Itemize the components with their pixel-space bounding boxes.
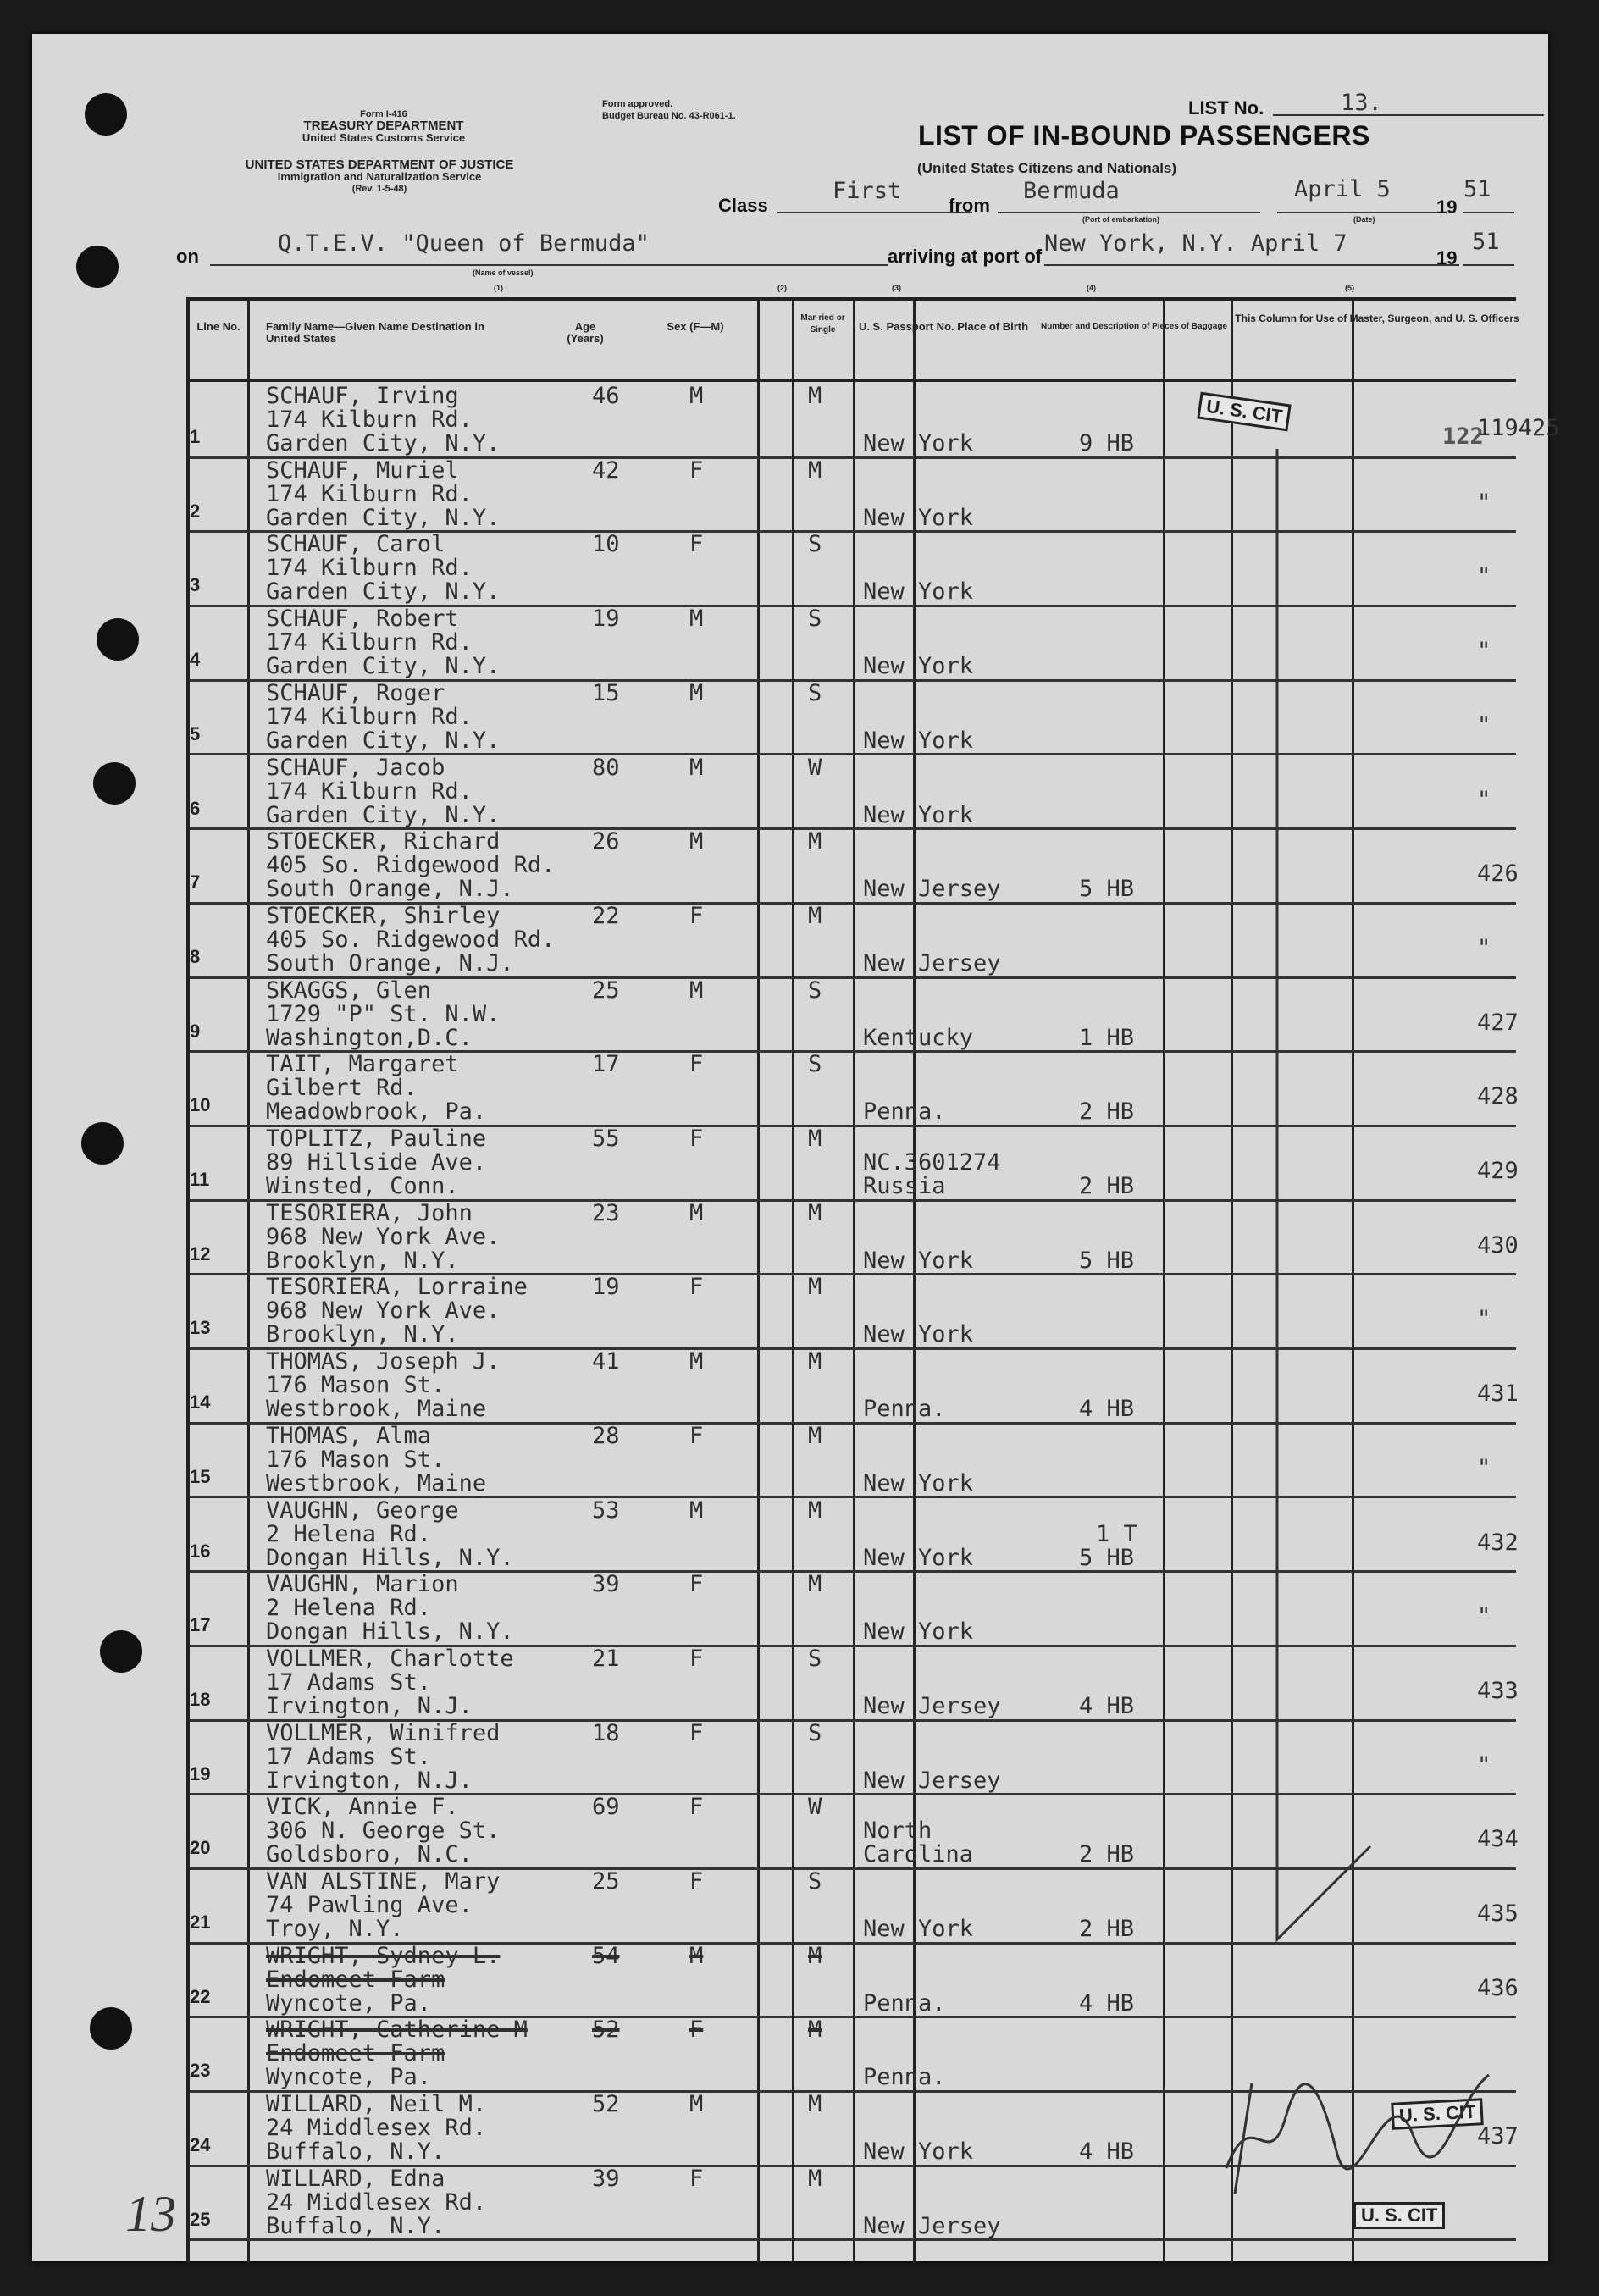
passenger-name: SCHAUF, Carol [266,531,445,558]
sex: M [689,606,704,633]
address-line-2: Washington,D.C. [266,1024,473,1051]
marital-status: M [808,2165,822,2192]
age: 42 [592,456,620,484]
col-line-header: Line No. [196,320,241,333]
date-value: April 5 [1294,176,1391,202]
punch-hole [100,1630,142,1673]
passenger-name: TESORIERA, Lorraine [266,1274,528,1301]
passenger-name: TOPLITZ, Pauline [266,1126,487,1152]
baggage: 4 HB [1079,2138,1135,2166]
officer-number: 431 [1477,1380,1519,1408]
ditto-bracket-line [1260,449,1387,1973]
line-number: 23 [190,2060,211,2082]
line-number: 18 [190,1688,211,1710]
baggage: 2 HB [1079,1173,1135,1199]
justice-block [185,159,574,195]
address-line-2: Garden City, N.Y. [266,653,501,680]
officer-number: 427 [1477,1009,1519,1036]
passenger-name: TAIT, Margaret [266,1051,459,1078]
age: 41 [592,1348,620,1375]
age: 17 [592,1051,620,1078]
address-line-1: 306 N. George St. [266,1817,501,1845]
form-approved: Form approved. [602,99,673,109]
line-number: 9 [190,1020,201,1042]
birth-place: New York [863,1618,974,1646]
address-line-2: Garden City, N.Y. [266,430,501,456]
budget-bureau: Budget Bureau No. 43-R061-1. [602,111,736,121]
class-value: First [833,178,902,204]
marital-status: M [808,1199,822,1226]
passenger-name: VAN ALSTINE, Mary [266,1868,501,1895]
arriving-label: arriving at port of [888,246,1043,267]
birth-place: New York [863,1916,974,1942]
sex: F [689,1126,704,1152]
age: 10 [592,531,620,558]
birth-place: New York [863,2138,974,2166]
line-number: 15 [190,1465,211,1487]
col-num-3: (3) [892,284,901,292]
address-line-2: Troy, N.Y. [266,1916,404,1942]
passenger-name: WILLARD, Neil M. [266,2091,487,2118]
birth-place: New York [863,1544,974,1571]
age: 55 [592,1126,620,1152]
sex: F [689,1868,704,1895]
line-number: 16 [190,1540,211,1562]
marital-status: M [808,1126,822,1152]
address-line-1: 24 Middlesex Rd. [266,2188,487,2216]
justice-dept: UNITED STATES DEPARTMENT OF JUSTICE [245,158,514,172]
address-line-1: 174 Kilburn Rd. [266,555,473,582]
passenger-name: TESORIERA, John [266,1199,473,1226]
marital-status: M [808,383,822,409]
address-line-1: 405 So. Ridgewood Rd. [266,852,556,879]
line-number: 1 [190,426,201,447]
address-line-2: Winsted, Conn. [266,1173,459,1199]
year-value: 51 [1463,176,1491,202]
officer-number: 433 [1477,1677,1519,1704]
officer-number: 429 [1477,1158,1519,1184]
age: 52 [592,2017,620,2044]
baggage: 2 HB [1079,1098,1135,1126]
from-value: Bermuda [1023,178,1120,204]
sex: M [689,1199,704,1226]
line-number: 5 [190,722,201,744]
officer-number: 119425 [1477,415,1560,441]
line-number: 12 [190,1242,211,1264]
baggage: 4 HB [1079,1989,1135,2017]
address-line-1: 176 Mason St. [266,1446,445,1473]
address-line-1: 968 New York Ave. [266,1223,501,1250]
birth-place: New Jersey [863,2212,1001,2239]
birth-place: Carolina [863,1841,974,1868]
line-number: 10 [190,1094,211,1116]
age: 19 [592,1274,620,1301]
sex: F [689,1571,704,1598]
address-line-1: 174 Kilburn Rd. [266,480,473,507]
age: 18 [592,1719,620,1746]
marital-status: S [808,1868,822,1895]
age: 15 [592,679,620,706]
address-line-1: 2 Helena Rd. [266,1595,432,1622]
officer-number: 426 [1477,860,1519,888]
address-line-2: Buffalo, N.Y. [266,2138,445,2166]
address-line-2: Garden City, N.Y. [266,801,501,828]
address-line-2: Westbrook, Maine [266,1396,487,1423]
agency-block [231,108,536,144]
baggage: 4 HB [1079,1692,1135,1719]
punch-hole [93,762,136,805]
marital-status: W [808,1794,822,1821]
passenger-name: THOMAS, Alma [266,1422,432,1449]
birth-place: New Jersey [863,876,1001,903]
list-no-label: LIST No. [1188,97,1264,119]
col-num-5: (5) [1345,284,1354,292]
officer-number: " [1477,1751,1491,1779]
address-line-2: Irvington, N.J. [266,1692,473,1719]
sex: F [689,1422,704,1449]
address-line-2: Dongan Hills, N.Y. [266,1544,514,1571]
officer-number: 432 [1477,1529,1519,1556]
col-name-header: Family Name—Given Name Destination in United States [266,320,484,345]
passenger-name: STOECKER, Richard [266,828,501,855]
baggage: 2 HB [1079,1841,1135,1868]
passenger-name: VICK, Annie F. [266,1794,459,1821]
officer-number: " [1477,1306,1491,1333]
age: 23 [592,1199,620,1226]
us-cit-stamp: U. S. CIT [1197,392,1292,432]
marital-status: M [808,1942,822,1969]
age: 25 [592,976,620,1004]
officer-number: " [1477,489,1491,516]
age: 28 [592,1422,620,1449]
line-number: 19 [190,1762,211,1784]
sex: M [689,1348,704,1375]
col-officers-header: This Column for Use of Master, Surgeon, and U. S. Officers [1235,313,1519,324]
marital-status: M [808,1497,822,1524]
marital-status: S [808,606,822,633]
sex: F [689,531,704,558]
embark-note: (Port of embarkation) [1082,215,1160,224]
marital-status: S [808,976,822,1004]
birth-place: New Jersey [863,949,1001,976]
birth-place: Penna. [863,1396,946,1423]
address-line-2: Garden City, N.Y. [266,727,501,754]
sex: M [689,383,704,409]
baggage: 9 HB [1079,430,1135,456]
port-value: New York, N.Y. April 7 [1044,230,1347,257]
col-num-4: (4) [1087,284,1096,292]
address-line-1: Endomeet Farm [266,2040,445,2067]
age: 69 [592,1794,620,1821]
line-number: 2 [190,500,201,522]
marital-status: M [808,456,822,484]
officer-number: " [1477,1603,1491,1630]
address-line-2: Irvington, N.J. [266,1767,473,1794]
col-sex-header: Sex (F—M) [667,320,724,333]
birth-place: Penna. [863,2064,946,2091]
address-line-1: 2 Helena Rd. [266,1520,432,1547]
us-cit-stamp-2: U. S. CIT [1391,2098,1484,2130]
passenger-name: WRIGHT, Catherine M [266,2017,528,2044]
revision: (Rev. 1-5-48) [351,184,407,194]
birth-place: Penna. [863,1098,946,1126]
ins-service: Immigration and Naturalization Service [277,170,482,183]
baggage: 5 HB [1079,876,1135,903]
passenger-name: VOLLMER, Winifred [266,1719,501,1746]
marital-status: M [808,1348,822,1375]
sex: M [689,1497,704,1524]
officer-number: 434 [1477,1826,1519,1853]
officer-number: 428 [1477,1083,1519,1110]
address-line-1: 968 New York Ave. [266,1297,501,1325]
passenger-name: SCHAUF, Roger [266,679,445,706]
baggage: 5 HB [1079,1247,1135,1274]
age: 46 [592,383,620,409]
sex: F [689,456,704,484]
marital-status: S [808,679,822,706]
officer-number: 437 [1477,2123,1519,2150]
address-line-2: Goldsboro, N.C. [266,1841,473,1868]
from-label: from [949,195,990,216]
address-line-2: South Orange, N.J. [266,876,514,903]
passenger-name: WRIGHT, Sydney L. [266,1942,501,1969]
address-line-1: 74 Pawling Ave. [266,1892,473,1918]
marital-status: M [808,1571,822,1598]
address-line-2: Meadowbrook, Pa. [266,1098,487,1126]
line-number: 13 [190,1317,211,1339]
birth-place: New York [863,430,974,456]
birth-place: New Jersey [863,1767,1001,1794]
age: 54 [592,1942,620,1969]
year-prefix: 19 [1436,196,1458,218]
punch-hole [81,1122,124,1165]
sex: F [689,1719,704,1746]
address-line-2: South Orange, N.J. [266,949,514,976]
passenger-name: THOMAS, Joseph J. [266,1348,501,1375]
form-number: Form I-416 [360,109,407,119]
line-number: 22 [190,1985,211,2007]
col-num-2: (2) [777,284,787,292]
birth-place: New York [863,801,974,828]
vessel-note: (Name of vessel) [473,268,534,277]
sex: M [689,754,704,781]
passenger-name: VAUGHN, Marion [266,1571,459,1598]
birth-place: New York [863,504,974,531]
marital-status: M [808,902,822,929]
age: 80 [592,754,620,781]
address-line-1: 174 Kilburn Rd. [266,777,473,805]
passenger-name: SCHAUF, Jacob [266,754,445,781]
line-number: 8 [190,945,201,967]
punch-hole [90,2007,132,2050]
age: 53 [592,1497,620,1524]
age: 26 [592,828,620,855]
birth-place: New Jersey [863,1692,1001,1719]
address-line-1: 17 Adams St. [266,1668,432,1696]
us-cit-stamp-3: U. S. CIT [1353,2202,1445,2229]
address-line-2: Garden City, N.Y. [266,504,501,531]
on-label: on [176,246,199,267]
sex: M [689,2091,704,2118]
passenger-name: SCHAUF, Muriel [266,456,459,484]
birth-place: Kentucky [863,1024,974,1051]
passenger-name: SCHAUF, Robert [266,606,459,633]
sex: F [689,1051,704,1078]
sex: M [689,828,704,855]
address-line-1: 174 Kilburn Rd. [266,407,473,433]
passenger-name: STOECKER, Shirley [266,902,501,929]
baggage: 5 HB [1079,1544,1135,1571]
sex: F [689,1274,704,1301]
address-line-1: 1729 "P" St. N.W. [266,1000,501,1027]
address-line-1: 176 Mason St. [266,1372,445,1399]
marital-status: M [808,828,822,855]
margin-number: 122 [1442,423,1484,450]
line-number: 21 [190,1911,211,1933]
marital-status: M [808,2017,822,2044]
line-number: 7 [190,871,201,894]
col-num-1: (1) [494,284,503,292]
page-subtitle: (United States Citizens and Nationals) [917,160,1177,176]
page-title: LIST OF IN-BOUND PASSENGERS [918,120,1370,151]
birth-line-1: North [863,1817,932,1845]
address-line-1: Endomeet Farm [266,1966,445,1993]
marital-status: W [808,754,822,781]
baggage-line-1: 1 T [1096,1520,1137,1547]
officer-number: " [1477,563,1491,590]
baggage: 1 HB [1079,1024,1135,1051]
manifest-page [32,34,1560,2261]
vessel-value: Q.T.E.V. "Queen of Bermuda" [278,230,650,257]
col-passport-header: U. S. Passport No. Place of Birth [858,320,1029,333]
col-married-header: Mar-ried or Single [800,313,845,335]
passenger-name: VAUGHN, George [266,1497,459,1524]
birth-place: New York [863,1321,974,1348]
officer-number: " [1477,1454,1491,1481]
officer-number: 430 [1477,1231,1519,1259]
birth-place: New York [863,653,974,680]
approval-block [602,98,736,122]
address-line-1: 405 So. Ridgewood Rd. [266,926,556,953]
officer-number: " [1477,638,1491,665]
address-line-1: 24 Middlesex Rd. [266,2115,487,2142]
table-row [190,382,1560,459]
address-line-1: 174 Kilburn Rd. [266,629,473,656]
line-number: 17 [190,1614,211,1636]
age: 39 [592,1571,620,1598]
sex: F [689,1794,704,1821]
officer-number: " [1477,786,1491,813]
address-line-2: Brooklyn, N.Y. [266,1247,459,1274]
margin-handwritten-13: 13 [125,2186,176,2242]
marital-status: S [808,1051,822,1078]
birth-place: New York [863,727,974,754]
birth-place: New York [863,578,974,606]
sex: M [689,1942,704,1969]
age: 25 [592,1868,620,1895]
address-line-2: Dongan Hills, N.Y. [266,1618,514,1646]
address-line-1: 17 Adams St. [266,1743,432,1770]
punch-hole [97,618,139,661]
punch-hole [76,246,119,288]
line-number: 4 [190,649,201,671]
port-year-prefix: 19 [1436,247,1458,268]
col-baggage-header: Number and Description of Pieces of Baggage [1040,322,1228,331]
line-number: 20 [190,1837,211,1859]
port-year-value: 51 [1472,229,1500,255]
officer-number: 435 [1477,1900,1519,1927]
baggage: 2 HB [1079,1916,1135,1942]
sex: F [689,902,704,929]
age: 39 [592,2165,620,2192]
customs-service: United States Customs Service [302,131,466,144]
address-line-1: Gilbert Rd. [266,1075,418,1102]
birth-place: New York [863,1469,974,1497]
passenger-name: SCHAUF, Irving [266,383,459,409]
address-line-1: 89 Hillside Ave. [266,1149,487,1176]
officer-number: 436 [1477,1974,1519,2001]
officer-number: " [1477,934,1491,961]
marital-status: S [808,531,822,558]
address-line-2: Brooklyn, N.Y. [266,1321,459,1348]
age: 21 [592,1645,620,1672]
birth-place: Russia [863,1173,946,1199]
line-number: 14 [190,1391,211,1414]
marital-status: S [808,1645,822,1672]
sex: F [689,2165,704,2192]
birth-place: New York [863,1247,974,1274]
address-line-2: Garden City, N.Y. [266,578,501,606]
line-number: 24 [190,2134,211,2156]
birth-place: Penna. [863,1989,946,2017]
age: 19 [592,606,620,633]
marital-status: M [808,1274,822,1301]
sex: F [689,2017,704,2044]
line-number: 11 [190,1169,210,1190]
marital-status: M [808,1422,822,1449]
officer-signature [1201,2050,1540,2202]
passenger-name: SKAGGS, Glen [266,976,432,1004]
line-number: 25 [190,2208,211,2230]
officer-number: " [1477,711,1491,739]
marital-status: S [808,1719,822,1746]
date-note: (Date) [1353,215,1375,224]
age: 52 [592,2091,620,2118]
sex: M [689,976,704,1004]
passenger-name: WILLARD, Edna [266,2165,445,2192]
list-no-value: 13. [1341,90,1382,116]
sex: F [689,1645,704,1672]
address-line-2: Wyncote, Pa. [266,1989,432,2017]
col-age-header: Age (Years) [567,320,604,345]
class-label: Class [718,195,768,216]
address-line-1: 174 Kilburn Rd. [266,703,473,730]
age: 22 [592,902,620,929]
line-number: 3 [190,574,201,596]
marital-status: M [808,2091,822,2118]
birth-line-1: NC.3601274 [863,1149,1001,1176]
baggage: 4 HB [1079,1396,1135,1423]
passenger-name: VOLLMER, Charlotte [266,1645,514,1672]
address-line-2: Buffalo, N.Y. [266,2212,445,2239]
address-line-2: Wyncote, Pa. [266,2064,432,2091]
address-line-2: Westbrook, Maine [266,1469,487,1497]
sex: M [689,679,704,706]
punch-hole [85,93,127,136]
line-number: 6 [190,797,201,819]
treasury-dept: TREASURY DEPARTMENT [303,119,464,133]
